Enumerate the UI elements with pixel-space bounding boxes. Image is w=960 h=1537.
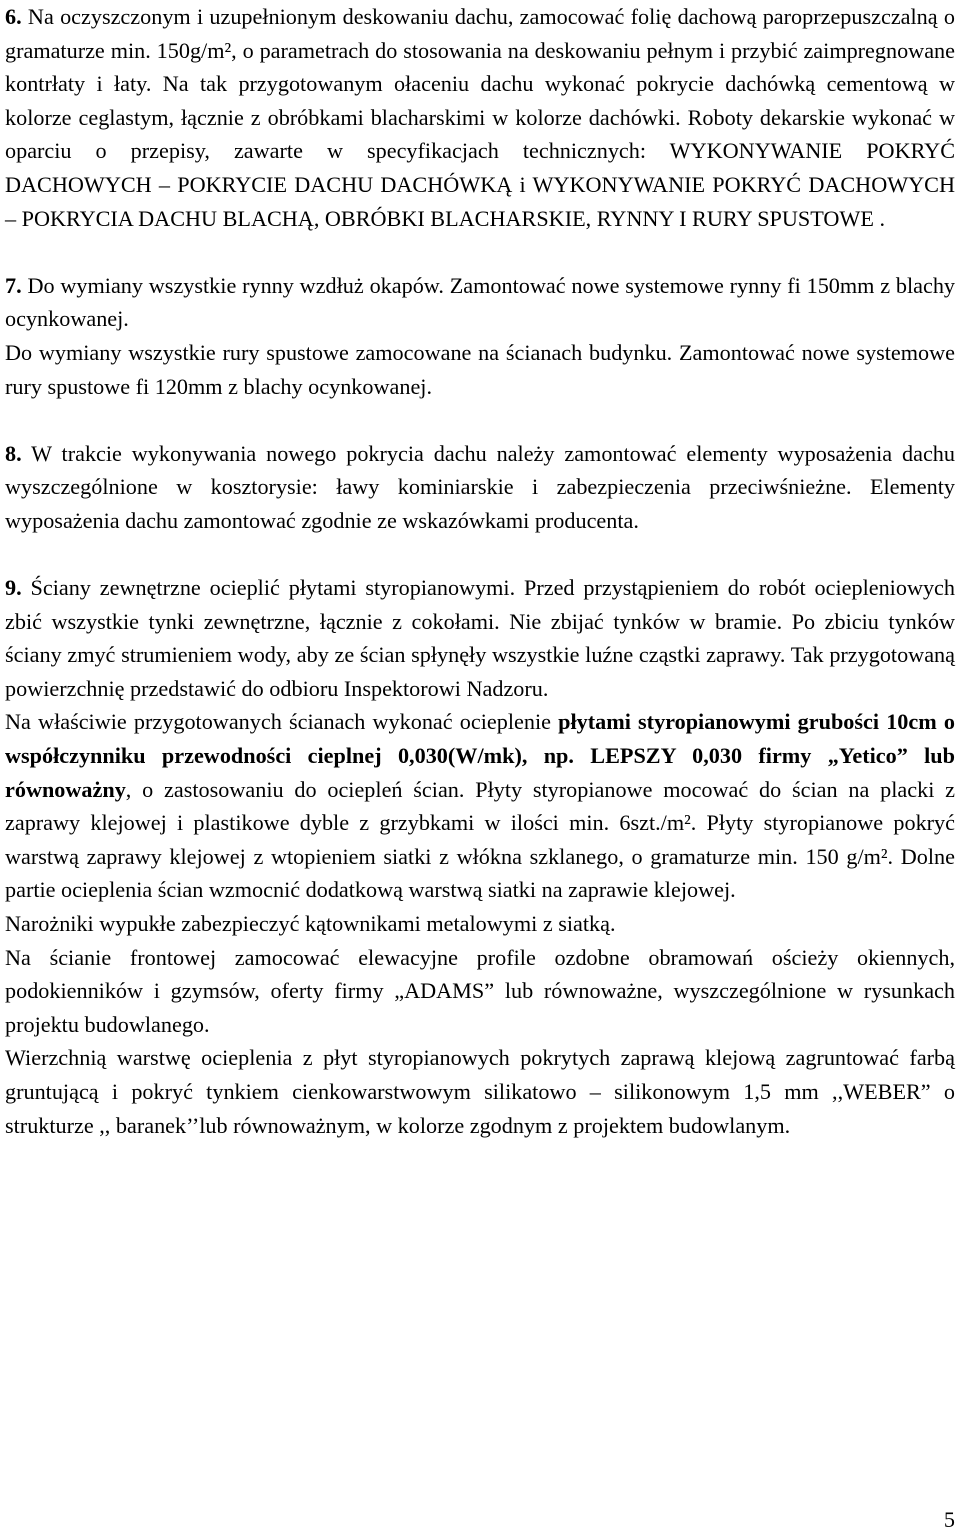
section-text: Na właściwie przygotowanych ścianach wykonać ocieplenie [5, 709, 559, 735]
page-number: 5 [943, 1507, 955, 1532]
section-text: , o zastosowaniu do ociepleń ścian. Płyty styropianowe mocować do ścian na placki z zaprawy klejowej i plastikowe dyble z grzybkami w ilości min. 6szt./m². Płyty styropianowe pokryć warstwą zaprawy klejowej z wtopieniem siatki z włókna szklanego, o gramaturze min. 150 g/m². Dolne partie ocieplenia ścian wzmocnić dodatkową warstwą siatki na zaprawie klejowej. [5, 776, 955, 903]
section-text: Na tak przygotowanym ołaceniu dachu wykonać pokrycie dachówką cementową w kolorze ceglastym, łącznie z obróbkami blacharskimi w kolorze dachówki. [5, 71, 955, 130]
section-7-paragraph-2: Do wymiany wszystkie rury spustowe zamocowane na ścianach budynku. Zamontować nowe systemowe rury spustowe fi 120mm z blachy ocynkowanej. [5, 339, 955, 399]
section-number: 8. [5, 440, 22, 466]
section-number: 7. [5, 272, 22, 298]
section-7-paragraph [5, 269, 955, 336]
section-number: 9. [5, 575, 22, 601]
section-text: Roboty dekarskie wykonać w oparciu o przepisy, zawarte w specyfikacjach technicznych: WYKONYWANIE POKRYĆ DACHOWYCH – POKRYCIE DACHU DACHÓWKĄ i WYKONYWANIE POKRYĆ DACHOWYCH – POKRYCIA DACHU BLACHĄ, OBRÓBKI BLACHARSKIE, RYNNY I RURY SPUSTOWE . [5, 104, 956, 231]
section-text: Ściany zewnętrzne ocieplić płytami styropianowymi. Przed przystąpieniem do robót ociepleniowych zbić wszystkie tynki zewnętrzne, łącznie z cokołami. Nie zbijać tynków w bramie. Po zbiciu tynków ściany zmyć strumieniem wody, aby ze ścian spłynęły wszystkie luźne cząstki zaprawy. Tak przygotowaną powierzchnię przedstawić do odbioru Inspektorowi Nadzoru. [5, 575, 955, 701]
document-page [5, 0, 955, 1142]
section-number: 6. [5, 4, 22, 29]
section-9-paragraph [5, 571, 955, 705]
section-text: Na oczyszczonym i uzupełnionym deskowaniu dachu, zamocować folię dachową paroprzepuszczalną o gramaturze min. 150g/m², o parametrach do stosowania na deskowaniu pełnym i przybić zaimpregnowane kontrłaty i łaty. [5, 4, 955, 97]
section-text: Do wymiany wszystkie rynny wzdłuż okapów. Zamontować nowe systemowe rynny fi 150mm z blachy ocynkowanej. [5, 272, 956, 332]
section-9-corners-paragraph: Narożniki wypukłe zabezpieczyć kątownikami metalowymi z siatką. [5, 911, 616, 937]
section-9-insulation-paragraph [5, 705, 955, 907]
section-9-profiles-paragraph: Na ścianie frontowej zamocować elewacyjne profile ozdobne obramowań ościeży okiennych, podokienników i gzymsów, oferty firmy „ADAMS” lub równoważne, wyszczególnione w rysunkach projektu budowlanego. [5, 944, 955, 1037]
section-8-paragraph [5, 437, 955, 538]
section-6-paragraph [5, 0, 955, 235]
section-text-bold: płytami styropianowymi grubości 10cm o współczynniku przewodności cieplnej 0,030(W/mk), np. LEPSZY 0,030 firmy „Yetico” lub równoważny [5, 709, 955, 802]
section-9-plaster-paragraph: Wierzchnią warstwę ocieplenia z płyt styropianowych pokrytych zaprawą klejową zagruntować farbą gruntującą i pokryć tynkiem cienkowarstwowym silikatowo – silikonowym 1,5 mm ,,WEBER” o strukturze ,, baranek’’lub równoważnym, w kolorze zgodnym z projektem budowlanym. [5, 1045, 955, 1138]
section-text: W trakcie wykonywania nowego pokrycia dachu należy zamontować elementy wyposażenia dachu wyszczególnione w kosztorysie: ławy kominiarskie i zabezpieczenia przeciwśnieżne. Elementy wyposażenia dachu zamontować zgodnie ze wskazówkami producenta. [5, 440, 955, 533]
